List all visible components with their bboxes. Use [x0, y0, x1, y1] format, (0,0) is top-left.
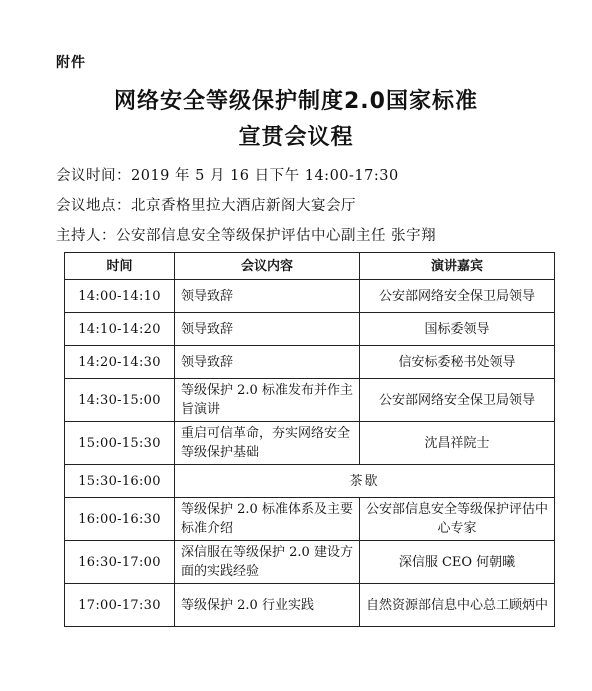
table-row	[65, 379, 555, 422]
row-speaker: 国标委领导	[360, 313, 555, 346]
row-speaker: 公安部网络安全保卫局领导	[360, 280, 555, 313]
header-speaker: 演讲嘉宾	[360, 253, 555, 280]
meeting-place: 会议地点：北京香格里拉大酒店新阁大宴会厅	[56, 198, 356, 214]
row-time: 15:30-16:00	[65, 465, 175, 498]
row-topic: 深信服在等级保护 2.0 建设方面的实践经验	[175, 541, 360, 584]
row-time: 15:00-15:30	[65, 422, 175, 465]
row-speaker: 自然资源部信息中心总工顾炳中	[360, 584, 555, 627]
row-speaker: 深信服 CEO 何朝曦	[360, 541, 555, 584]
row-time: 14:10-14:20	[65, 313, 175, 346]
row-speaker: 沈昌祥院士	[360, 422, 555, 465]
meeting-time: 会议时间：2019 年 5 月 16 日下午 14:00-17:30	[56, 168, 399, 184]
header-time: 时间	[65, 253, 175, 280]
row-speaker: 公安部网络安全保卫局领导	[360, 379, 555, 422]
row-time: 17:00-17:30	[65, 584, 175, 627]
table-row	[65, 541, 555, 584]
table-row	[65, 498, 555, 541]
row-topic: 领导致辞	[175, 346, 360, 379]
header-content: 会议内容	[175, 253, 360, 280]
row-speaker: 公安部信息安全等级保护评估中心专家	[360, 498, 555, 541]
agenda-table	[64, 252, 555, 627]
table-row-break	[65, 465, 555, 498]
tea-break-label: 茶歇	[175, 465, 555, 498]
row-time: 14:00-14:10	[65, 280, 175, 313]
row-topic: 领导致辞	[175, 313, 360, 346]
row-topic: 等级保护 2.0 标准发布并作主旨演讲	[175, 379, 360, 422]
table-header-row	[65, 253, 555, 280]
row-topic: 领导致辞	[175, 280, 360, 313]
row-topic: 等级保护 2.0 标准体系及主要标准介绍	[175, 498, 360, 541]
meeting-host: 主持人：公安部信息安全等级保护评估中心副主任 张宇翔	[56, 228, 437, 244]
table-row	[65, 280, 555, 313]
document-title-line2: 宣贯会议程	[238, 125, 354, 150]
row-topic: 重启可信革命，夯实网络安全等级保护基础	[175, 422, 360, 465]
table-row	[65, 422, 555, 465]
row-time: 14:20-14:30	[65, 346, 175, 379]
document-title-line1: 网络安全等级保护制度2.0国家标准	[114, 89, 478, 114]
attachment-label: 附件	[56, 55, 86, 71]
table-row	[65, 346, 555, 379]
table-row	[65, 584, 555, 627]
row-topic: 等级保护 2.0 行业实践	[175, 584, 360, 627]
row-time: 16:30-17:00	[65, 541, 175, 584]
row-time: 14:30-15:00	[65, 379, 175, 422]
table-row	[65, 313, 555, 346]
row-speaker: 信安标委秘书处领导	[360, 346, 555, 379]
row-time: 16:00-16:30	[65, 498, 175, 541]
